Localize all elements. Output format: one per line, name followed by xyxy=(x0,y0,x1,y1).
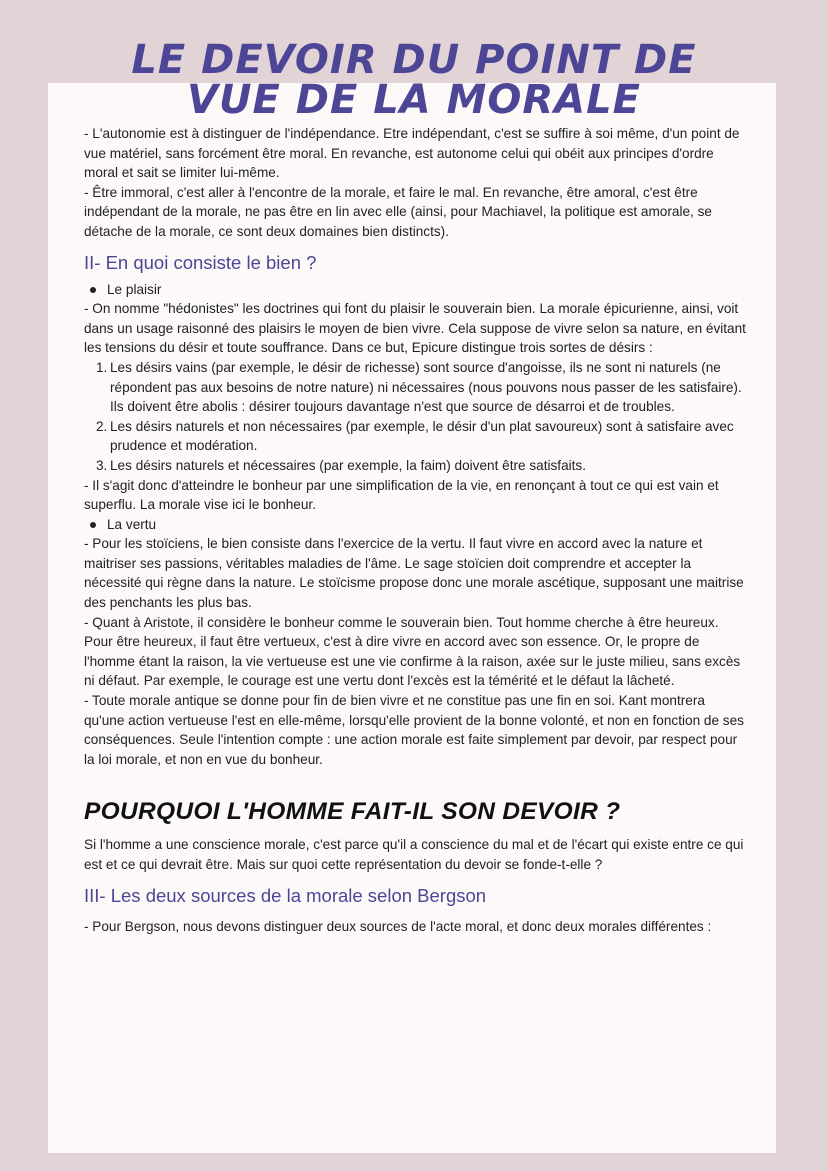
list-number: 2. xyxy=(96,418,108,434)
list-item xyxy=(84,456,746,476)
part-heading-pourquoi: POURQUOI L'HOMME FAIT-IL SON DEVOIR ? xyxy=(84,798,621,826)
paragraph-hedonistes: - On nomme "hédonistes" les doctrines qui font du plaisir le souverain bien. La morale épicurienne, ainsi, voit dans un usage raisonné des plaisirs le moyen de bien vivre. Cela suppose de vivre selon sa nature, en évitant les tensions du désir et toute souffrance. Dans ce but, Epicure distingue trois sortes de désirs : xyxy=(84,301,746,356)
page-title xyxy=(0,37,828,123)
intro-paragraph-amoral: - Être immoral, c'est aller à l'encontre de la morale, et faire le mal. En revanche, être amoral, c'est être indépendant de la morale, ne pas être en lin avec elle (ainsi, pour Machiavel, la politique est amorale, se détache de la morale, ce sont deux domaines bien distincts). xyxy=(84,184,712,239)
section-heading-bergson: III- Les deux sources de la morale selon Bergson xyxy=(84,884,487,906)
desires-list xyxy=(84,358,746,476)
page-title-line-1: LE DEVOIR DU POINT DE xyxy=(131,37,697,83)
paragraph-conscience: Si l'homme a une conscience morale, c'est parce qu'il a conscience du mal et de l'écart qui existe entre ce qui est et ce qui devrait être. Mais sur quoi cette représentation du devoir se fonde-t-elle ? xyxy=(84,837,744,872)
section-heading-bien: II- En quoi consiste le bien ? xyxy=(84,251,317,273)
list-number: 1. xyxy=(96,359,108,375)
list-item-text: Les désirs vains (par exemple, le désir de richesse) sont source d'angoisse, ils ne sont ni naturels (ne répondent pas aux besoins de notre nature) ni nécessaires (nous pouvons nous passer de les satisfaire). Ils doivent être abolis : désirer toujours davantage n'est que source de désarroi et de troubles. xyxy=(110,359,742,415)
page-title-line-2: VUE DE LA MORALE xyxy=(187,77,641,123)
list-item xyxy=(84,358,746,417)
bullet-plaisir: Le plaisir xyxy=(84,280,746,300)
list-item-text: Les désirs naturels et non nécessaires (par exemple, le désir d'un plat savoureux) sont à satisfaire avec prudence et modération. xyxy=(110,418,734,454)
paragraph-aristote: - Quant à Aristote, il considère le bonheur comme le souverain bien. Tout homme cherche à être heureux. Pour être heureux, il faut être vertueux, c'est à dire vivre en accord avec son essence. Or, le propre de l'homme étant la raison, la vie vertueuse est une vie confirme à la raison, axée sur le juste milieu, sans excès ni défaut. Par exemple, le courage est une vertu dont l'excès est la témérité et le défaut la lâcheté. xyxy=(84,614,741,689)
list-number: 3. xyxy=(96,457,108,473)
list-item xyxy=(84,417,746,456)
paragraph-kant: - Toute morale antique se donne pour fin de bien vivre et ne constitue pas une fin en soi. Kant montrera qu'une action vertueuse l'est en elle-même, lorsqu'elle provient de la bonne volonté, et non en fonction de ses conséquences. Seule l'intention compte : une action morale est faite simplement par devoir, par respect pour la loi morale, et non en vue du bonheur. xyxy=(84,693,744,767)
paragraph-bergson: - Pour Bergson, nous devons distinguer deux sources de l'acte moral, et donc deux morales différentes : xyxy=(84,918,712,934)
paragraph-bonheur: - Il s'agit donc d'atteindre le bonheur par une simplification de la vie, en renonçant à tout ce qui est vain et superflu. La morale vise ici le bonheur. xyxy=(84,477,719,513)
intro-paragraph-autonomy: - L'autonomie est à distinguer de l'indépendance. Etre indépendant, c'est se suffire à soi même, d'un point de vue matériel, sans forcément être moral. En revanche, est autonome celui qui obéit aux principes d'ordre moral et sait se limiter lui-même. xyxy=(84,126,740,181)
bullet-vertu: La vertu xyxy=(84,515,746,535)
list-item-text: Les désirs naturels et nécessaires (par exemple, la faim) doivent être satisfaits. xyxy=(110,457,586,473)
document-body xyxy=(84,124,746,936)
paragraph-stoiciens: - Pour les stoïciens, le bien consiste dans l'exercice de la vertu. Il faut vivre en accord avec la nature et maitriser ses passions, véritables maladies de l'âme. Le sage stoïcien doit comprendre et accepter la nécessité qui règne dans la nature. Le stoïcisme propose donc une morale ascétique, supposant une maitrise des penchants les plus bas. xyxy=(84,536,744,611)
